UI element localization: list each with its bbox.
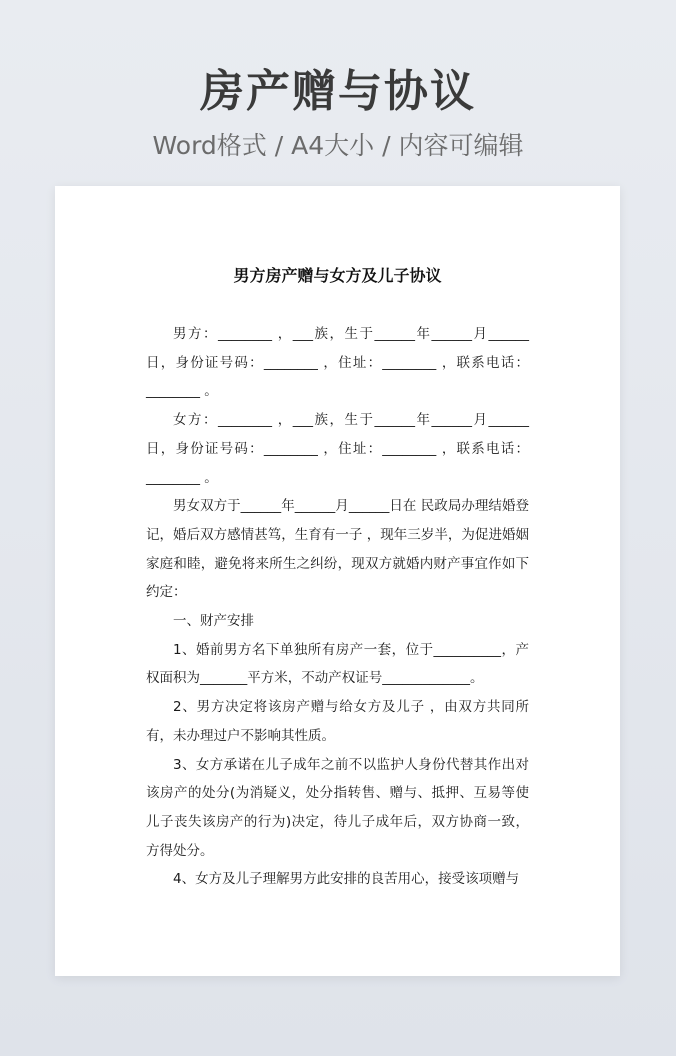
clause-2: 2、男方决定将该房产赠与给女方及儿子 ，由双方共同所有，未办理过户不影响其性质。 (146, 699, 529, 744)
paragraph-preamble: 男女双方于______年______月______日在 民政局办理结婚登记，婚后双方感情甚笃，生育有一子 ，现年三岁半，为促进婚姻家庭和睦，避免将来所生之纠纷，现双方就婚内财产事宜作如下约定： (146, 498, 529, 601)
clause-4: 4、女方及儿子理解男方此安排的良苦用心，接受该项赠与 (173, 871, 520, 888)
document-page (55, 186, 620, 976)
paragraph-wife-info: 女方：________ ，___族，生于______年______月______日，身份证号码：________ ，住址：________ ，联系电话：________ 。 (146, 412, 529, 486)
paragraph-husband-info: 男方：________ ，___族，生于______年______月______日，身份证号码：________ ，住址：________ ，联系电话：________ 。 (146, 326, 529, 400)
page-title: 房产赠与协议 (200, 66, 476, 117)
clause-3: 3、女方承诺在儿子成年之前不以监护人身份代替其作出对该房产的处分(为消疑义，处分指转售、赠与、抵押、互易等使儿子丧失该房产的行为)决定，待儿子成年后，双方协商一致，方得处分。 (146, 756, 529, 859)
document-title: 男方房产赠与女方及儿子协议 (233, 266, 442, 285)
page-subtitle: Word格式 / A4大小 / 内容可编辑 (152, 131, 524, 160)
clause-1: 1、婚前男方名下单独所有房产一套，位于__________，产权面积为_______平方米，不动产权证号_____________。 (146, 641, 529, 687)
header (0, 60, 676, 166)
section-heading-property: 一、财产安排 (173, 613, 254, 630)
document-body (146, 320, 529, 894)
